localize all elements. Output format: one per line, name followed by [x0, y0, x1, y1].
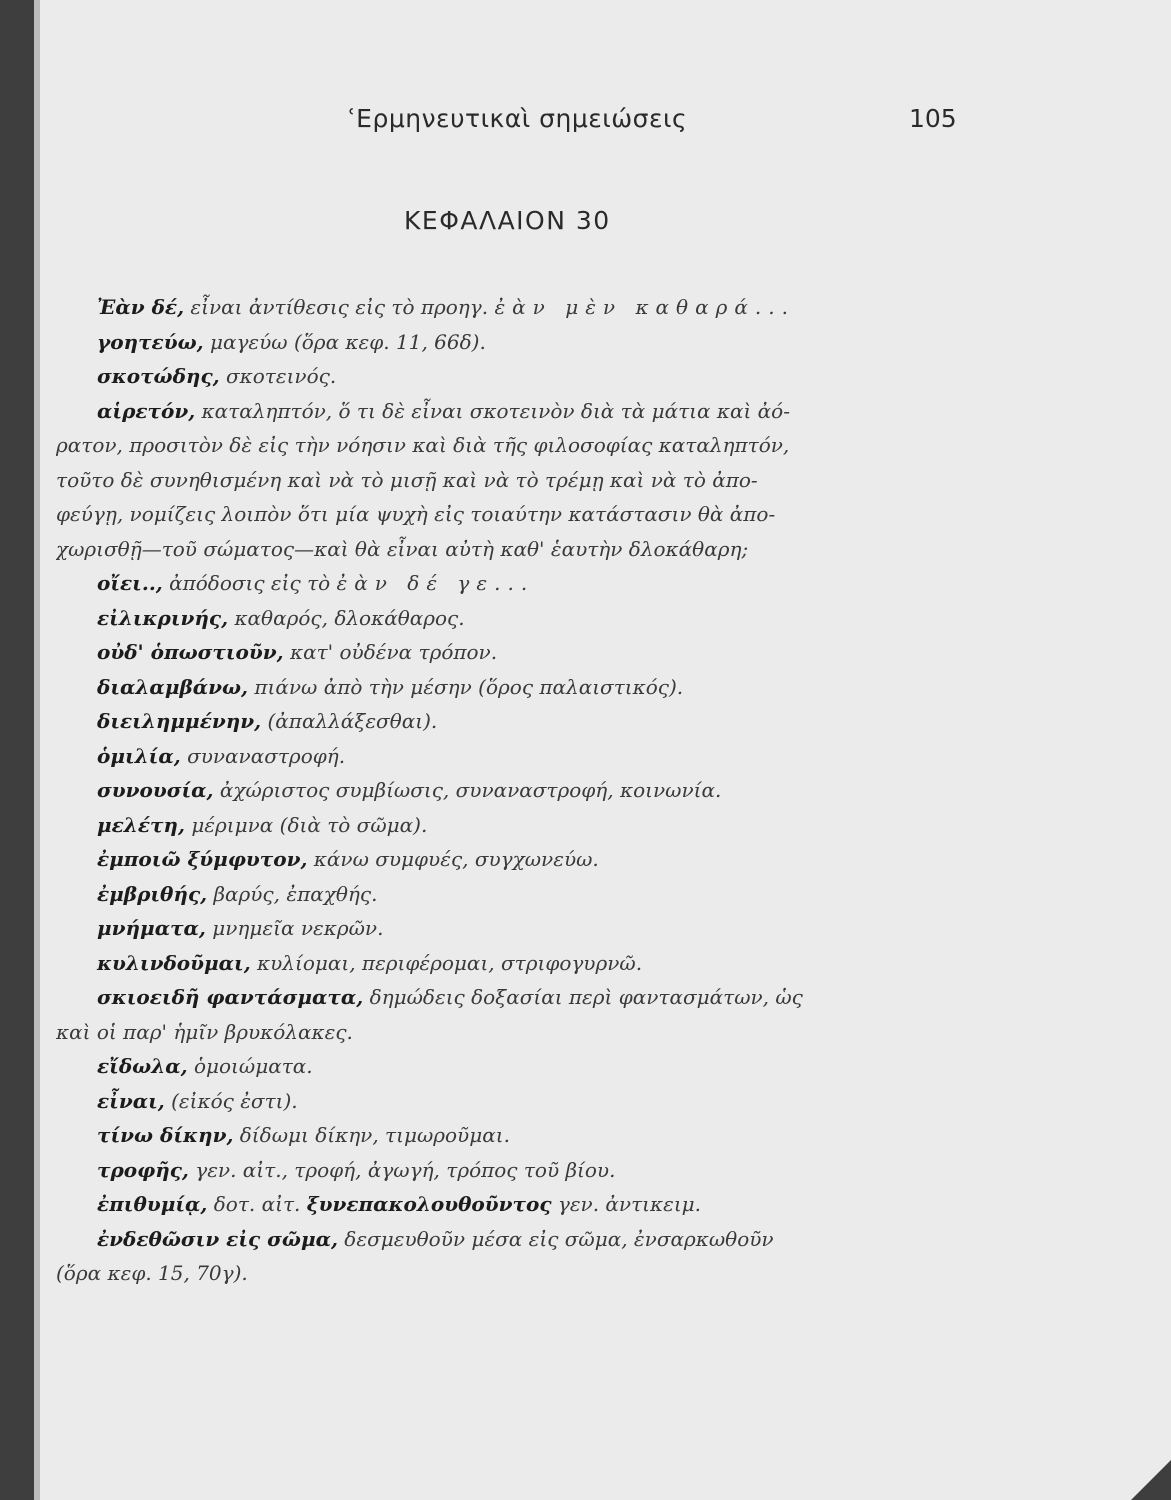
entry-gloss: ἀχώριστος συμβίωσις, συναναστροφή, κοινωνία.	[219, 778, 722, 802]
entry-empoio-xymfyton	[56, 842, 982, 877]
entry-dialamvano	[56, 670, 982, 705]
entry-goiteuo	[56, 325, 982, 360]
entry-lemma: γοητεύω,	[97, 329, 204, 354]
entry-gloss: καθαρός, δλοκάθαρος.	[234, 605, 465, 630]
entry-gloss: βαρύς, ἐπαχθής.	[213, 881, 378, 906]
entry-gloss: ὁμοιώματα.	[193, 1054, 313, 1078]
entry-oud-opostioun	[56, 635, 982, 670]
entry-lemma: σκοτώδης,	[97, 364, 220, 388]
entry-lemma: τίνω δίκην,	[97, 1123, 234, 1147]
entry-synousia	[56, 773, 982, 808]
entry-eilikrinis	[56, 601, 982, 636]
running-title: ʿΕρμηνευτικαὶ σημειώσεις	[348, 104, 688, 133]
entry-gloss-spaced: ἐὰν δέ γε...	[336, 571, 535, 595]
entry-continuation-line: τοῦτο δὲ συνηθισμένη καὶ νὰ τὸ μισῇ καὶ νὰ τὸ τρέμῃ καὶ νὰ τὸ ἀπο-	[56, 467, 758, 492]
entry-gloss-spaced: ἐὰν μὲν καθαρά...	[494, 295, 795, 319]
entry-gloss: κατ' οὐδένα τρόπον.	[289, 640, 498, 664]
entry-gloss: δίδωμι δίκην, τιμωροῦμαι.	[239, 1123, 510, 1147]
entry-gloss: εἶναι ἀντίθεσις εἰς τὸ προηγ.	[190, 295, 489, 319]
entry-lemma: εἶναι,	[97, 1088, 165, 1113]
entry-skioeidi-fantasmata	[56, 980, 982, 1015]
entry-emvrithis	[56, 877, 982, 912]
entry-mnimata	[56, 911, 982, 946]
entry-lemma: μνήματα,	[97, 916, 206, 940]
entry-lemma: σκιοειδῆ φαντάσματα,	[97, 985, 364, 1009]
entry-continuation-line: ρατον, προσιτὸν δὲ εἰς τὴν νόησιν καὶ διὰ τῆς φιλοσοφίας καταληπτόν,	[56, 433, 790, 457]
entry-gloss: γεν. αἰτ., τροφή, ἀγωγή, τρόπος τοῦ βίου.	[195, 1157, 616, 1182]
entry-endethosin-eis-soma	[56, 1222, 982, 1257]
entry-epithymia	[56, 1187, 982, 1222]
page-number: 105	[909, 104, 957, 133]
entry-dieilimmenin	[56, 704, 982, 739]
entry-tino-dikin	[56, 1118, 982, 1153]
entry-gloss: κυλίομαι, περιφέρομαι, στριφογυρνῶ.	[257, 950, 643, 975]
entry-eidola	[56, 1049, 982, 1084]
entry-lemma: τροφῆς,	[97, 1157, 189, 1182]
entry-lemma: ἐμποιῶ ξύμφυτον,	[97, 847, 308, 871]
entry-trofis	[56, 1153, 982, 1188]
entry-lemma: κυλινδοῦμαι,	[97, 950, 251, 975]
entry-ean-de	[56, 290, 982, 325]
entry-lemma: συνουσία,	[97, 778, 214, 802]
entry-lemma: μελέτη,	[97, 812, 185, 837]
entry-gloss: καταληπτόν, ὅ τι δὲ εἶναι σκοτεινὸν διὰ τὰ μάτια καὶ ἀό-	[201, 398, 790, 423]
entry-meleti	[56, 808, 982, 843]
entry-continuation-line: χωρισθῇ—τοῦ σώματος—καὶ θὰ εἶναι αὐτὴ καθ' ἑαυτὴν δλοκάθαρη;	[56, 536, 749, 561]
entry-continuation-line: φεύγῃ, νομίζεις λοιπὸν ὅτι μία ψυχὴ εἰς τοιαύτην κατάστασιν θὰ ἀπο-	[56, 502, 776, 526]
entry-lemma: εἰλικρινής,	[97, 605, 229, 630]
entry-gloss: μνημεῖα νεκρῶν.	[212, 916, 384, 940]
entry-lemma: διειλημμένην,	[97, 709, 262, 733]
entry-gloss: μέριμνα (διὰ τὸ σῶμα).	[191, 812, 428, 837]
entry-gloss: (ἀπαλλάξεσθαι).	[267, 709, 438, 733]
entry-einai	[56, 1084, 982, 1119]
entry-lemma: οὐδ' ὁπωστιοῦν,	[97, 640, 284, 664]
entry-lemma: Ἐὰν δέ,	[97, 295, 185, 319]
entry-lemma: ὁμιλία,	[97, 743, 181, 768]
entry-gloss: δημώδεις δοξασίαι περὶ φαντασμάτων, ὡς	[369, 985, 803, 1009]
entry-lemma: οἴει..,	[97, 571, 163, 595]
entry-gloss: συναναστροφή.	[187, 743, 346, 768]
entry-gloss: δεσμευθοῦν μέσα εἰς σῶμα, ἐνσαρκωθοῦν	[344, 1226, 774, 1251]
glossary-entries	[56, 290, 982, 1291]
entry-lemma-secondary: ξυνεπακολουθοῦντος	[306, 1192, 552, 1216]
entry-gloss: σκοτεινός.	[225, 364, 337, 388]
entry-lemma: αἱρετόν,	[97, 398, 196, 423]
entry-kylindoumai	[56, 946, 982, 981]
entry-gloss: (εἰκός ἐστι).	[171, 1088, 298, 1113]
entry-gloss-secondary: γεν. ἀντικειμ.	[557, 1192, 702, 1216]
entry-lemma: ἐνδεθῶσιν εἰς σῶμα,	[97, 1226, 338, 1251]
entry-gloss: ἀπόδοσις εἰς τὸ	[169, 571, 331, 595]
book-page	[34, 0, 1171, 1500]
chapter-title: ΚΕΦΑΛΑΙΟΝ 30	[404, 206, 611, 235]
entry-omilia	[56, 739, 982, 774]
entry-lemma: εἴδωλα,	[97, 1054, 188, 1078]
entry-continuation-line: (ὅρα κεφ. 15, 70γ).	[56, 1261, 248, 1285]
entry-gloss: πιάνω ἀπὸ τὴν μέσην (ὅρος παλαιστικός).	[254, 674, 684, 699]
entry-lemma: διαλαμβάνω,	[97, 674, 249, 699]
entry-oiei	[56, 566, 982, 601]
entry-aireton	[56, 394, 982, 429]
entry-skotodis	[56, 359, 982, 394]
entry-continuation-line: καὶ οἱ παρ' ἡμῖν βρυκόλακες.	[56, 1019, 353, 1044]
entry-lemma: ἐπιθυμίᾳ,	[97, 1192, 208, 1216]
entry-gloss: κάνω συμφυές, συγχωνεύω.	[313, 847, 599, 871]
page-corner	[1131, 1460, 1171, 1500]
running-head	[40, 104, 1171, 144]
entry-gloss: δοτ. αἰτ.	[213, 1192, 301, 1216]
entry-lemma: ἐμβριθής,	[97, 881, 208, 906]
entry-gloss: μαγεύω (ὅρα κεφ. 11, 66δ).	[209, 329, 486, 354]
